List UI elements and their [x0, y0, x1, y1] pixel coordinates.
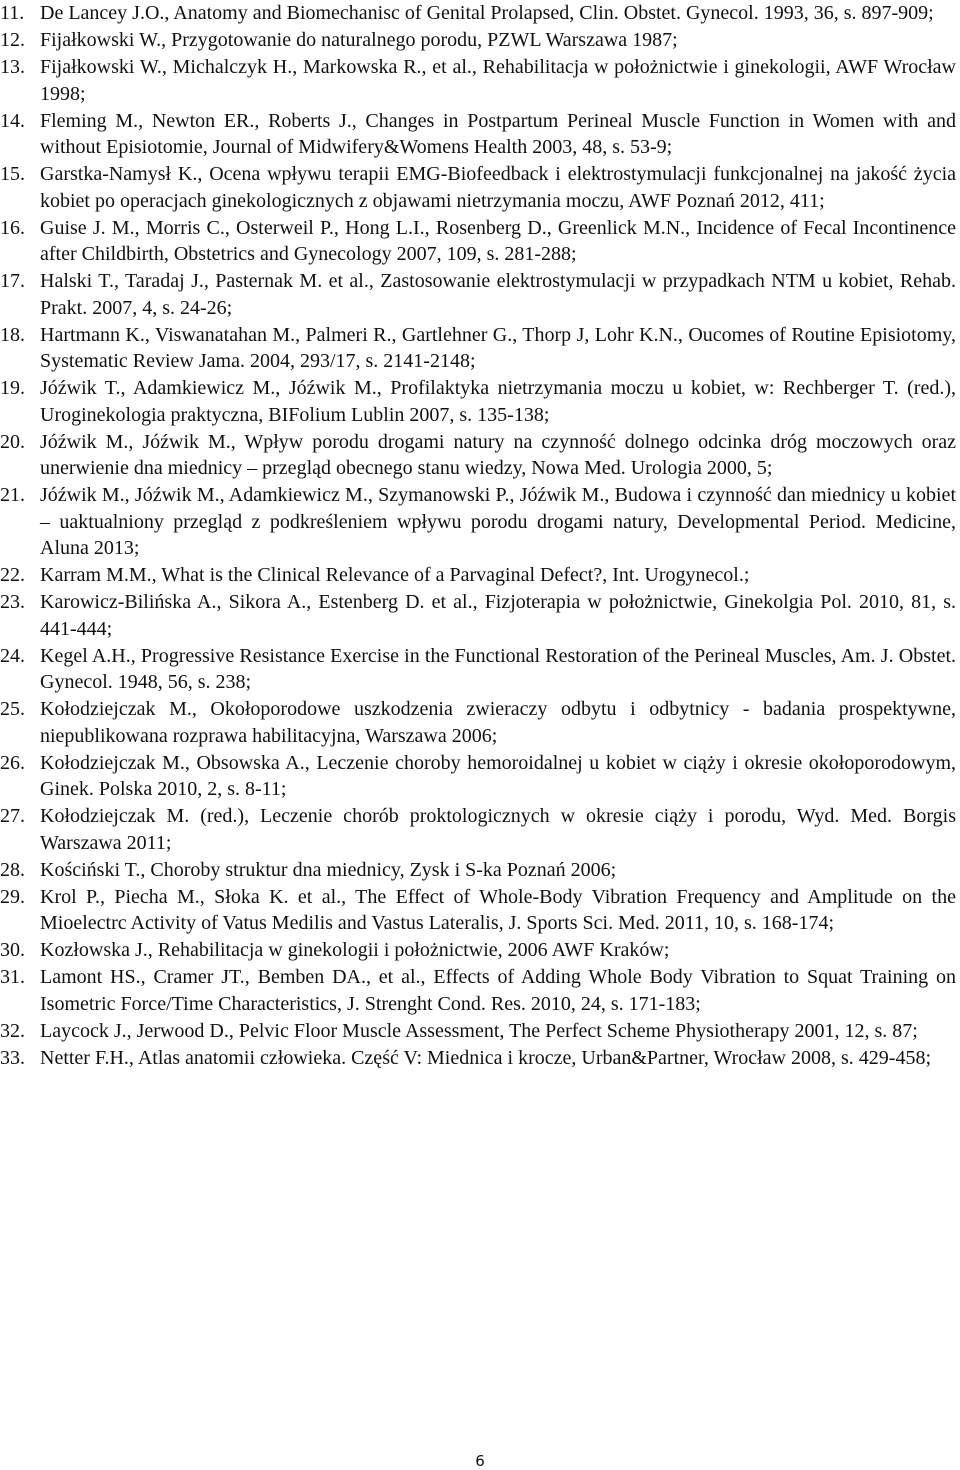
page-number: 6 [475, 1452, 485, 1470]
reference-item [0, 161, 956, 214]
reference-item [0, 803, 956, 856]
reference-text: Kołodziejczak M. (red.), Leczenie chorób proktologicznych w okresie ciąży i porodu, Wyd. Med. Borgis Warszawa 2011; [40, 805, 956, 854]
reference-item [0, 643, 956, 696]
reference-number: 26. [0, 751, 25, 774]
reference-item [0, 54, 956, 107]
reference-text: Kościński T., Choroby struktur dna miednicy, Zysk i S-ka Poznań 2006; [40, 858, 617, 881]
reference-item [0, 696, 956, 749]
reference-number: 30. [0, 939, 25, 961]
reference-number: 13. [0, 56, 25, 78]
reference-number: 17. [0, 270, 25, 292]
reference-number: 27. [0, 805, 25, 827]
reference-text: Hartmann K., Viswanatahan M., Palmeri R., Gartlehner G., Thorp J, Lohr K.N., Oucomes of Routine Episiotomy, Systematic Review Jama. 2004, 293/17, s. 2141-2148; [40, 323, 956, 372]
reference-item [0, 0, 956, 27]
reference-number: 23. [0, 591, 25, 613]
reference-item [0, 322, 956, 375]
reference-item [0, 268, 956, 321]
reference-number: 18. [0, 323, 25, 346]
reference-item [0, 964, 956, 1017]
reference-number: 21. [0, 484, 25, 506]
reference-text: Kołodziejczak M., Okołoporodowe uszkodzenia zwieraczy odbytu i odbytnicy - badania prospektywne, niepublikowana rozprawa habilitacyjna, Warszawa 2006; [40, 698, 956, 747]
reference-item [0, 937, 956, 964]
reference-text: Jóźwik M., Jóźwik M., Adamkiewicz M., Szymanowski P., Jóźwik M., Budowa i czynność dan miednicy u kobiet – uaktualniony przegląd z podkreśleniem wpływu porodu drogami natury, Developmental Period. Medicine, Aluna 2013; [40, 484, 956, 559]
reference-item [0, 750, 956, 803]
reference-text: Fijałkowski W., Michalczyk H., Markowska R., et al., Rehabilitacja w położnictwie i ginekologii, AWF Wrocław 1998; [40, 56, 956, 105]
reference-number: 31. [0, 966, 25, 988]
reference-text: Kozłowska J., Rehabilitacja w ginekologii i położnictwie, 2006 AWF Kraków; [40, 939, 670, 961]
reference-item [0, 1018, 956, 1045]
reference-text: Karram M.M., What is the Clinical Relevance of a Parvaginal Defect?, Int. Urogynecol.; [40, 564, 750, 586]
reference-text: Laycock J., Jerwood D., Pelvic Floor Muscle Assessment, The Perfect Scheme Physiotherapy 2001, 12, s. 87; [40, 1019, 918, 1042]
reference-item [0, 1045, 956, 1072]
reference-number: 33. [0, 1046, 25, 1069]
reference-item [0, 108, 956, 161]
reference-item [0, 884, 956, 937]
reference-text: Halski T., Taradaj J., Pasternak M. et al., Zastosowanie elektrostymulacji w przypadkach NTM u kobiet, Rehab. Prakt. 2007, 4, s. 24-26; [40, 270, 956, 319]
reference-text: Fijałkowski W., Przygotowanie do naturalnego porodu, PZWL Warszawa 1987; [40, 29, 678, 51]
reference-text: Netter F.H., Atlas anatomii człowieka. Część V: Miednica i krocze, Urban&Partner, Wrocław 2008, s. 429-458; [40, 1046, 931, 1069]
reference-item [0, 215, 956, 268]
reference-text: Kołodziejczak M., Obsowska A., Leczenie choroby hemoroidalnej u kobiet w ciąży i okresie okołoporodowym, Ginek. Polska 2010, 2, s. 8-11; [40, 751, 956, 800]
reference-number: 24. [0, 644, 25, 667]
reference-number: 32. [0, 1019, 25, 1042]
reference-number: 12. [0, 29, 25, 51]
reference-text: Lamont HS., Cramer JT., Bemben DA., et al., Effects of Adding Whole Body Vibration to Squat Training on Isometric Force/Time Characteristics, J. Strenght Cond. Res. 2010, 24, s. 171-183; [40, 966, 956, 1015]
reference-item [0, 589, 956, 642]
reference-item [0, 27, 956, 54]
reference-text: Jóźwik T., Adamkiewicz M., Jóźwik M., Profilaktyka nietrzymania moczu u kobiet, w: Rechberger T. (red.), Uroginekologia praktyczna, BIFolium Lublin 2007, s. 135-138; [40, 377, 956, 426]
reference-item [0, 375, 956, 428]
reference-item [0, 857, 956, 884]
reference-item [0, 429, 956, 482]
reference-text: Garstka-Namysł K., Ocena wpływu terapii EMG-Biofeedback i elektrostymulacji funkcjonalnej na jakość życia kobiet po operacjach ginekologicznych z objawami nietrzymania moczu, AWF Poznań 2012, 411; [40, 163, 956, 212]
reference-number: 20. [0, 430, 25, 453]
reference-item [0, 562, 956, 589]
reference-number: 14. [0, 109, 25, 132]
reference-item [0, 482, 956, 562]
reference-text: Guise J. M., Morris C., Osterweil P., Hong L.I., Rosenberg D., Greenlick M.N., Incidence of Fecal Incontinence after Childbirth, Obstetrics and Gynecology 2007, 109, s. 281-288; [40, 216, 956, 265]
reference-text: Kegel A.H., Progressive Resistance Exercise in the Functional Restoration of the Perineal Muscles, Am. J. Obstet. Gynecol. 1948, 56, s. 238; [40, 644, 956, 693]
reference-text: Jóźwik M., Jóźwik M., Wpływ porodu drogami natury na czynność dolnego odcinka dróg moczowych oraz unerwienie dna miednicy – przegląd obecnego stanu wiedzy, Nowa Med. Urologia 2000, 5; [40, 430, 956, 479]
reference-number: 11. [0, 2, 25, 24]
reference-text: Karowicz-Bilińska A., Sikora A., Estenberg D. et al., Fizjoterapia w położnictwie, Ginekolgia Pol. 2010, 81, s. 441-444; [40, 591, 956, 640]
reference-text: Krol P., Piecha M., Słoka K. et al., The Effect of Whole-Body Vibration Frequency and Amplitude on the Mioelectrc Activity of Vatus Medilis and Vastus Lateralis, J. Sports Sci. Med. 2011, 10, s. 168-174; [40, 885, 956, 934]
reference-number: 19. [0, 377, 25, 399]
reference-number: 15. [0, 163, 25, 185]
reference-text: Fleming M., Newton ER., Roberts J., Changes in Postpartum Perineal Muscle Function in Women with and without Episiotomie, Journal of Midwifery&Womens Health 2003, 48, s. 53-9; [40, 109, 956, 158]
reference-number: 29. [0, 885, 25, 908]
reference-number: 28. [0, 858, 25, 881]
reference-text: De Lancey J.O., Anatomy and Biomechanisc of Genital Prolapsed, Clin. Obstet. Gynecol. 1993, 36, s. 897-909; [40, 2, 934, 24]
reference-number: 25. [0, 698, 25, 720]
reference-number: 22. [0, 564, 25, 586]
reference-number: 16. [0, 216, 25, 239]
